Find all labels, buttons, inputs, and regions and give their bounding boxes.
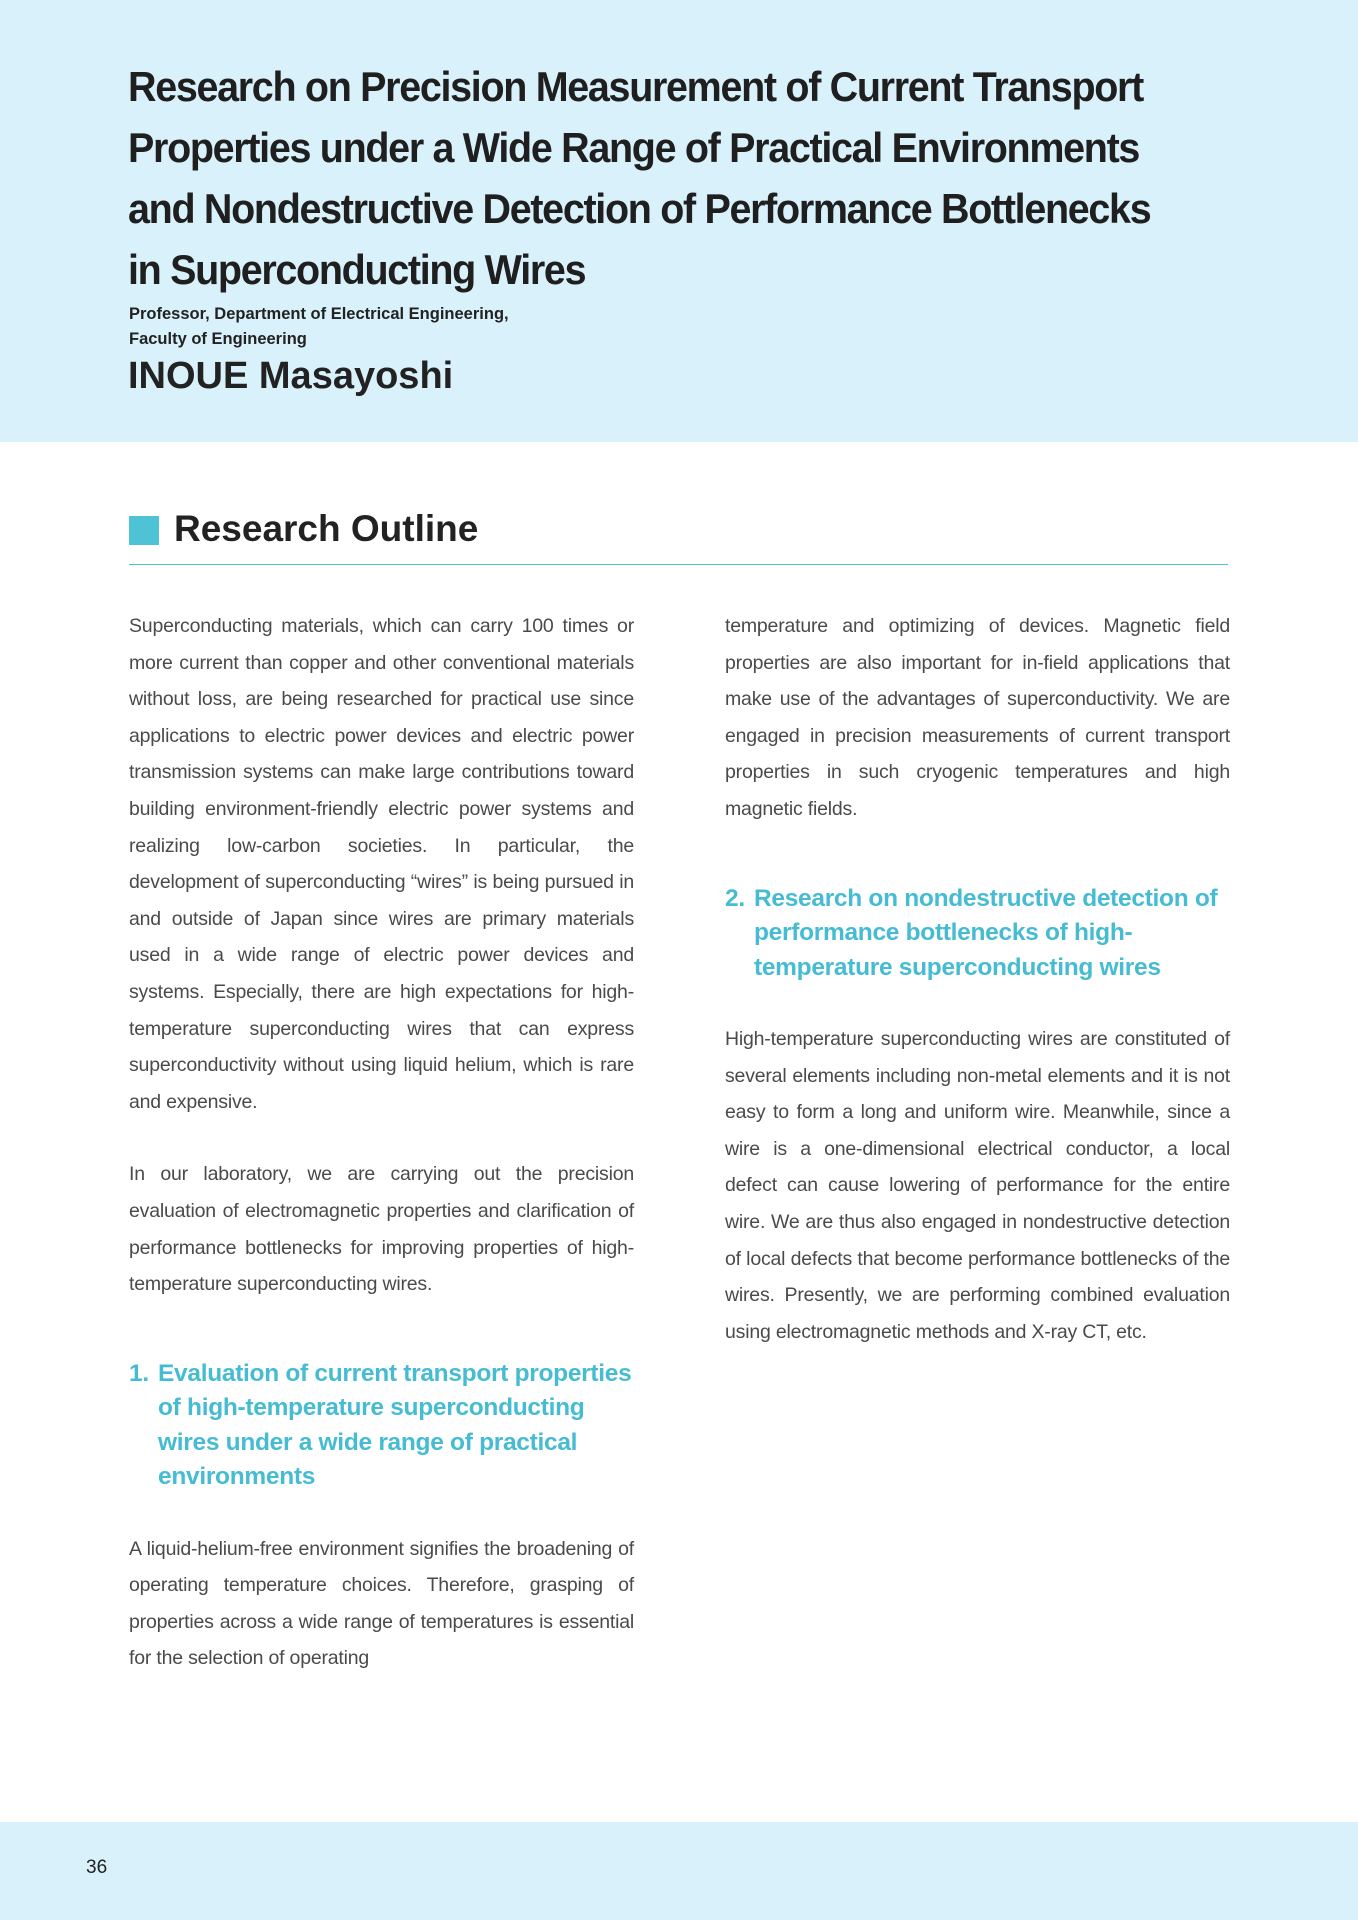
section-heading bbox=[129, 506, 1228, 566]
square-bullet-icon bbox=[129, 516, 159, 545]
page-title: Research on Precision Measurement of Current Transport Properties under a Wide Range of Practical Environments and Nondestructive Detection of Performance Bottlenecks in Superconducting Wires bbox=[128, 63, 1151, 293]
footer-band bbox=[0, 1822, 1358, 1920]
right-column bbox=[725, 608, 1230, 1350]
subheading-1 bbox=[129, 1357, 634, 1495]
subheading-2-title: Research on nondestructive detection of performance bottlenecks of high-temperature superconducting wires bbox=[754, 884, 1218, 981]
author-faculty-line: Faculty of Engineering bbox=[129, 330, 307, 348]
author-role-line: Professor, Department of Electrical Engineering, bbox=[129, 305, 509, 323]
subheading-2 bbox=[725, 882, 1230, 986]
page-number: 36 bbox=[86, 1857, 108, 1878]
section-title: Research Outline bbox=[174, 508, 479, 549]
subheading-2-number: 2. bbox=[725, 884, 745, 912]
author-affiliation bbox=[129, 302, 729, 352]
section-1-paragraph-continued: temperature and optimizing of devices. Magnetic field properties are also important for in-field applications that make use of the advantages of superconductivity. We are engaged in precision measurements of current transport properties in such cryogenic temperatures and high magnetic fields. bbox=[725, 615, 1230, 820]
intro-paragraph-2: In our laboratory, we are carrying out the precision evaluation of electromagnetic properties and clarification of performance bottlenecks for improving properties of high-temperature superconducting wires. bbox=[129, 1163, 634, 1296]
left-column bbox=[129, 608, 634, 1677]
author-name: INOUE Masayoshi bbox=[128, 355, 454, 397]
subheading-1-number: 1. bbox=[129, 1359, 149, 1387]
section-divider bbox=[129, 564, 1228, 565]
section-2-paragraph: High-temperature superconducting wires are constituted of several elements including non-metal elements and it is not easy to form a long and uniform wire. Meanwhile, since a wire is a one-dimensional electrical conductor, a local defect can cause lowering of performance for the entire wire. We are thus also engaged in nondestructive detection of local defects that become performance bottlenecks of the wires. Presently, we are performing combined evaluation using electromagnetic methods and X-ray CT, etc. bbox=[725, 1028, 1230, 1343]
section-1-paragraph: A liquid-helium-free environment signifies the broadening of operating temperature choices. Therefore, grasping of properties across a wide range of temperatures is essential for the selection of operating bbox=[129, 1537, 634, 1670]
intro-paragraph-1: Superconducting materials, which can carry 100 times or more current than copper and other conventional materials without loss, are being researched for practical use since applications to electric power devices and electric power transmission systems can make large contributions toward building environment-friendly electric power systems and realizing low-carbon societies. In particular, the development of superconducting “wires” is being pursued in and outside of Japan since wires are primary materials used in a wide range of electric power devices and systems. Especially, there are high expectations for high-temperature superconducting wires that can express superconductivity without using liquid helium, which is rare and expensive. bbox=[129, 615, 634, 1113]
subheading-1-title: Evaluation of current transport properties of high-temperature superconducting wires under a wide range of practical environments bbox=[158, 1359, 632, 1491]
